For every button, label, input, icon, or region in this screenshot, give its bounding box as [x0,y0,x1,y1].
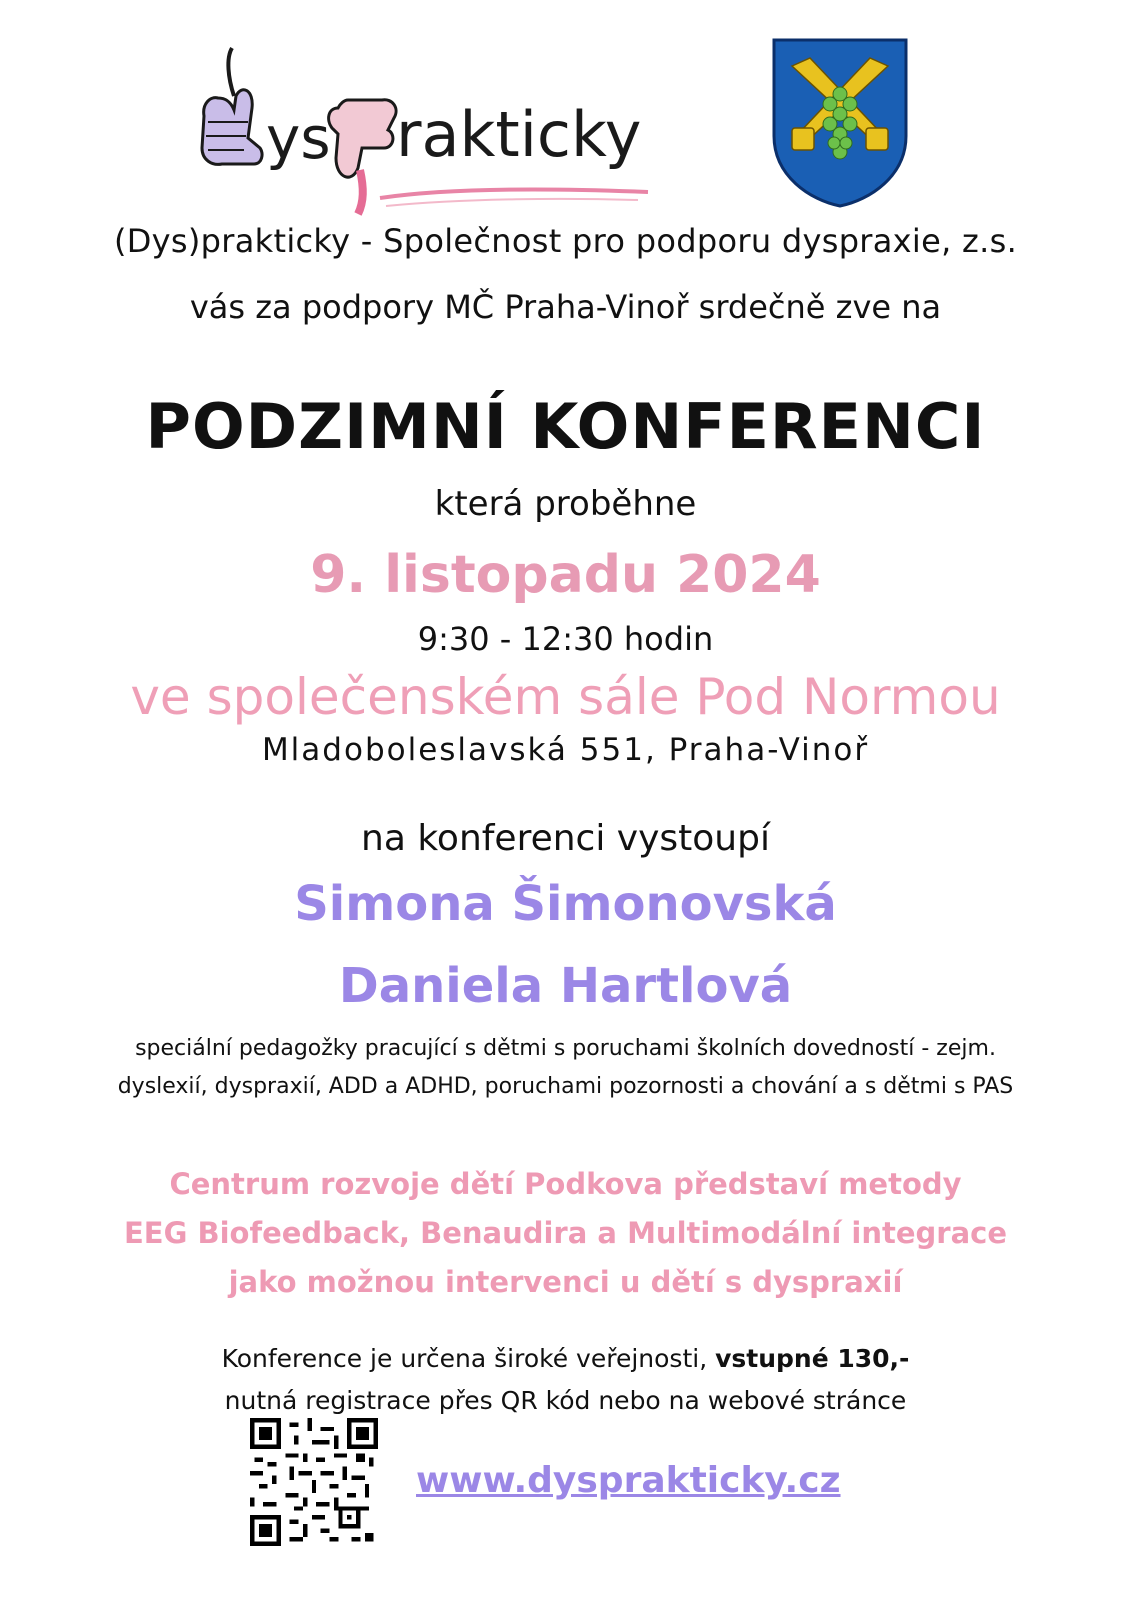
svg-text:ys: ys [266,104,331,172]
description-line: dyslexií, dyspraxií, ADD a ADHD, poruchami pozornosti a chování a s dětmi s PAS [117,1074,1014,1099]
invitation-line: vás za podpory MČ Praha-Vinoř srdečně zve na [189,288,942,326]
centrum-line: Centrum rozvoje dětí Podkova představí metody [169,1167,962,1201]
event-time: 9:30 - 12:30 hodin [417,620,714,658]
footer-line-2: nutná registrace přes QR kód nebo na webové stránce [224,1386,907,1415]
speakers-description [0,1030,1131,1106]
centrum-line: EEG Biofeedback, Benaudira a Multimodální integrace [123,1216,1008,1250]
entry-fee: vstupné 130,- [715,1344,910,1373]
registration-info [0,1338,1131,1422]
footer-line-1 [0,1338,1131,1380]
speaker-name: Daniela Hartlová [338,958,793,1014]
event-venue: ve společenském sále Pod Normou [130,668,1001,726]
which-line: která proběhne [434,484,697,524]
centrum-announcement [0,1160,1131,1307]
centrum-line: jako možnou intervenci u dětí s dyspraxií [228,1265,903,1299]
event-address: Mladoboleslavská 551, Praha-Vinoř [261,732,870,768]
speaker-name: Simona Šimonovská [294,876,837,932]
dysprakticky-logo [188,38,668,228]
event-date: 9. listopadu 2024 [310,545,821,605]
website-link[interactable]: www.dysprakticky.cz [416,1460,841,1501]
organization-line: (Dys)prakticky - Společnost pro podporu dyspraxie, z.s. [113,222,1018,260]
svg-text:rakticky: rakticky [396,98,642,171]
description-line: speciální pedagožky pracující s dětmi s poruchami školních dovedností - zejm. [135,1036,996,1061]
conference-title: PODZIMNÍ KONFERENCI [145,390,986,463]
audience-text: Konference je určena široké veřejnosti, [221,1344,716,1373]
registration-qr-code[interactable] [250,1418,378,1546]
vinor-coat-of-arms [770,36,910,208]
speakers-intro: na konferenci vystoupí [361,818,770,859]
